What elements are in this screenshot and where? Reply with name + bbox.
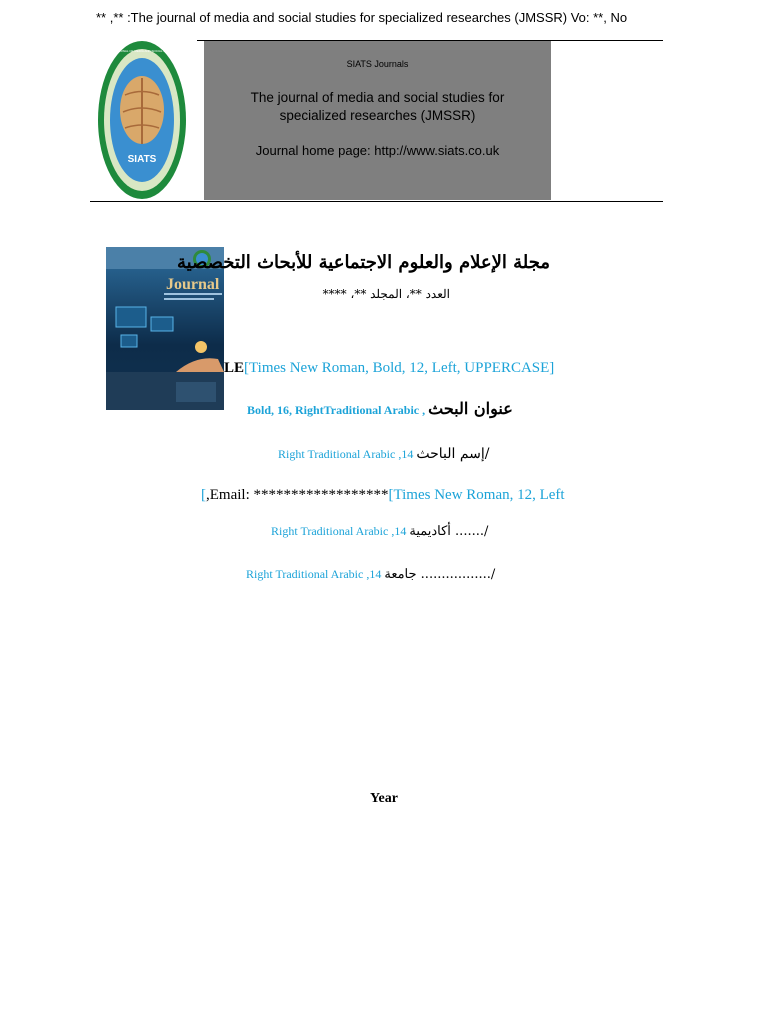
email-open-bracket: [	[201, 487, 206, 503]
academy-arabic: أكاديمية ......./	[409, 524, 489, 539]
journal-home-page[interactable]: Journal home page: http://www.siats.co.uk	[255, 143, 500, 158]
year-footer: Year	[370, 791, 398, 806]
cover-title: Journal	[166, 276, 220, 293]
email-label: ,Email: ******************	[206, 487, 389, 503]
running-header: ** ,** :The journal of media and social studies for specialized researches (JMSSR) Vo: **, No	[96, 10, 628, 25]
journal-title: The journal of media and social studies for specialized researches (JMSSR)	[250, 90, 505, 123]
academy-instruction: Right Traditional Arabic ,14	[271, 524, 407, 538]
research-title-instruction: Bold, 16, RightTraditional Arabic ,	[247, 403, 426, 417]
researcher-line	[278, 446, 490, 462]
university-arabic: جامعة ................./	[384, 567, 496, 582]
university-line	[246, 567, 495, 582]
english-title-prefix: LE	[224, 360, 245, 376]
researcher-instruction: Right Traditional Arabic ,14	[278, 447, 414, 461]
researcher-arabic: إسم الباحث/	[416, 446, 490, 462]
siats-logo	[97, 40, 187, 200]
email-line	[201, 487, 565, 504]
arabic-issue-line: العدد **، المجلد **، ****	[322, 287, 450, 301]
journal-banner	[204, 41, 551, 200]
arabic-journal-title: مجلة الإعلام والعلوم الاجتماعية للأبحاث التخصصية	[176, 252, 550, 273]
logo-ring-text: THE JOURNAL OF MEDIA AND SOCIAL STUDIES	[107, 49, 177, 53]
header-rule-bottom	[90, 201, 663, 202]
university-instruction: Right Traditional Arabic ,14	[246, 567, 382, 581]
email-instruction: [Times New Roman, 12, Left	[388, 487, 565, 503]
academy-line	[271, 524, 488, 539]
research-title-line	[247, 399, 513, 418]
publisher-name: SIATS Journals	[346, 59, 409, 69]
research-title-arabic: عنوان البحث	[428, 399, 513, 418]
logo-org-name: SIATS	[127, 154, 157, 165]
english-title-line	[224, 360, 554, 377]
english-title-instruction: [Times New Roman, Bold, 12, Left, UPPERCASE]	[244, 360, 555, 376]
